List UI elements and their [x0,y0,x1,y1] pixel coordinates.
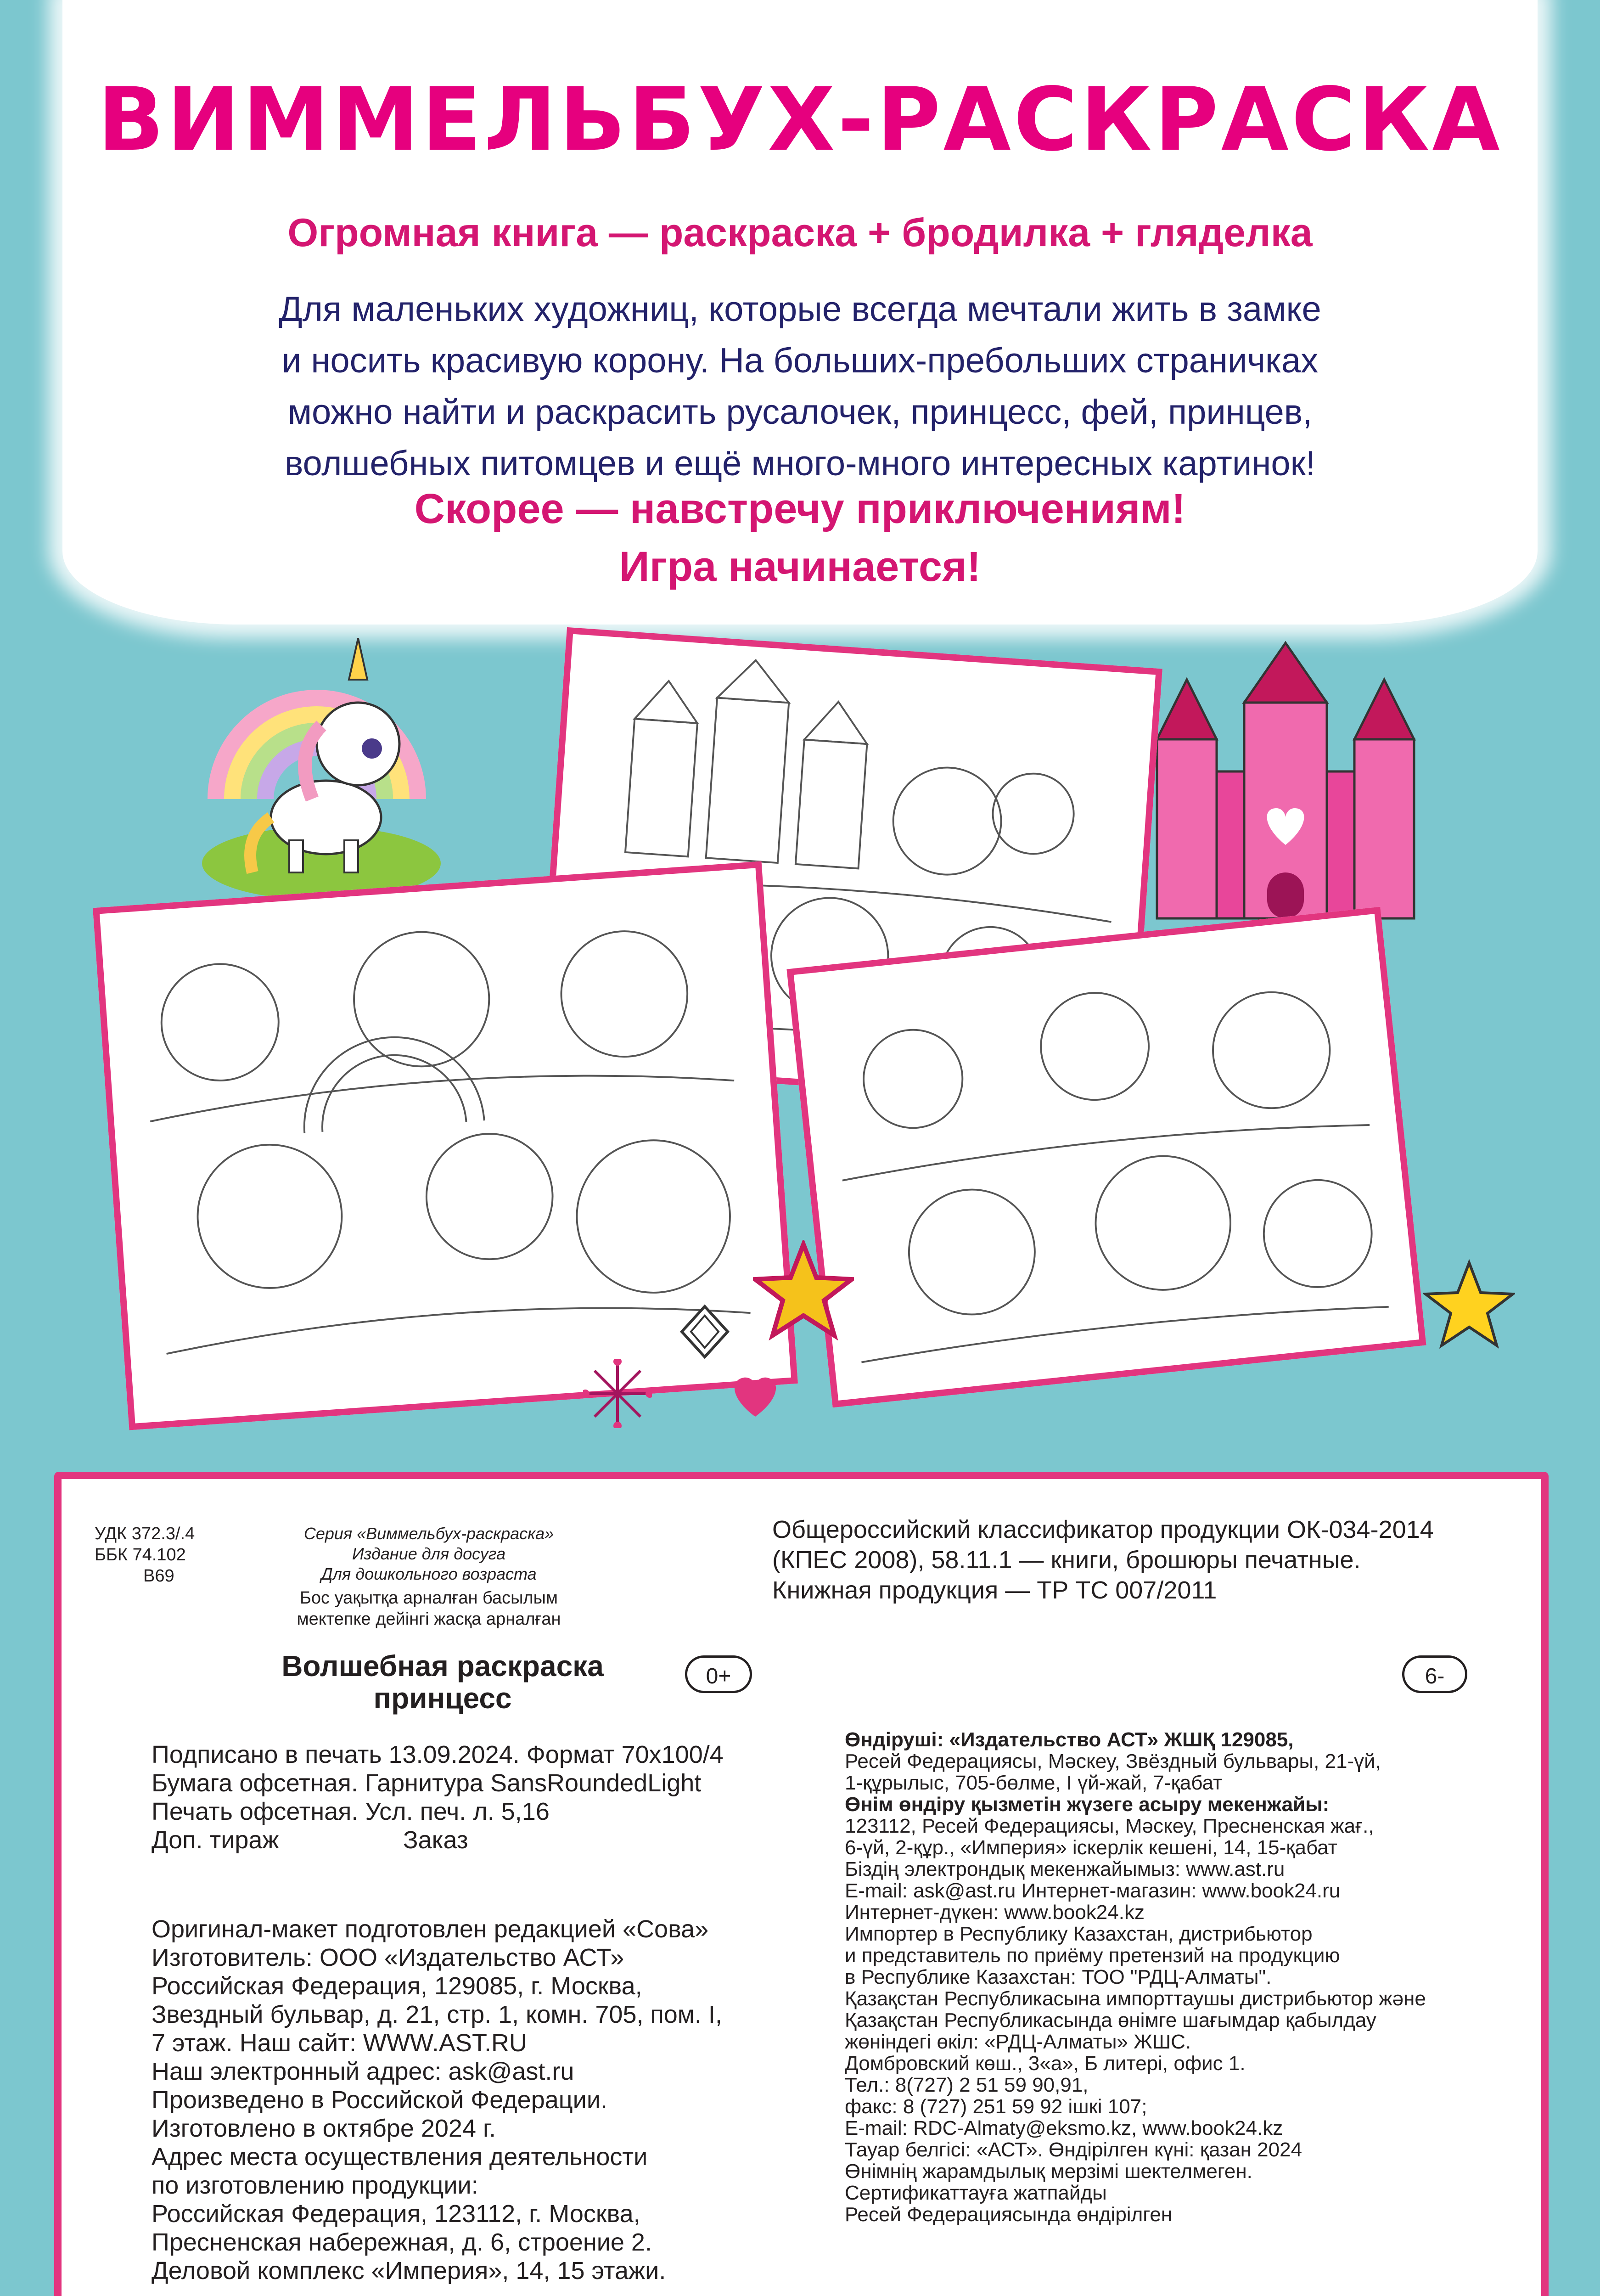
publisher-ru-line: Российская Федерация, 129085, г. Москва, [152,1972,642,2000]
publisher-kz-line: E-mail: ask@ast.ru Интернет-магазин: www.book24.ru [845,1880,1341,1902]
snowflake-icon [583,1359,652,1428]
pink-castle-illustration [1139,634,1432,937]
unicorn-rainbow-illustration [174,625,459,909]
publisher-kz-line: 1-құрылыс, 705-бөлме, I үй-жай, 7-қабат [845,1772,1223,1794]
publisher-kz-line: Сертификаттауға жатпайды [845,2182,1107,2204]
publisher-ru-line: Адрес места осуществления деятельности [152,2143,648,2171]
publisher-ru-line: по изготовлению продукции: [152,2172,478,2199]
crystal-icon [679,1304,730,1359]
publisher-ru-line: Изготовлено в октябре 2024 г. [152,2115,496,2142]
coloring-page-preview-mermaids [786,907,1426,1408]
publisher-ru-line: 7 этаж. Наш сайт: WWW.AST.RU [152,2029,527,2057]
cover-title: ВИММЕЛЬБУХ-РАСКРАСКА [97,69,1503,170]
order-number-label: Заказ [403,1826,468,1854]
publisher-kz-line: Импортер в Республику Казахстан, дистрибьютор [845,1923,1313,1945]
publisher-ru-line: Произведено в Российской Федерации. [152,2086,608,2114]
publisher-ru-line: Деловой комплекс «Империя», 14, 15 этажи. [152,2257,666,2285]
publisher-ru-line: Наш электронный адрес: ask@ast.ru [152,2058,574,2085]
publisher-kz-line: Ресей Федерациясы, Мәскеу, Звёздный бульвары, 21-үй, [845,1750,1381,1773]
publisher-kz-line: Тауар белгісі: «АСТ». Өндірілген күні: қазан 2024 [845,2138,1302,2161]
book-title-line: Волшебная раскраска [281,1649,604,1683]
description-line: Для маленьких художниц, которые всегда мечтали жить в замке [279,290,1321,329]
publisher-ru-line: Изготовитель: ООО «Издательство АСТ» [152,1944,624,1971]
publisher-ru-line: Оригинал-макет подготовлен редакцией «Сова» [152,1915,709,1943]
publisher-kz-line: 6-үй, 2-құр., «Империя» іскерлік кешені, 14, 15-қабат [845,1836,1337,1859]
publisher-kz-line: Қазақстан Республикасына импорттаушы дистрибьютор және [845,1987,1426,2010]
description-line: и носить красивую корону. На больших-пребольших страничках [281,341,1319,380]
cover-subtitle: Огромная книга — раскраска + бродилка + гляделка [287,211,1313,255]
cover-slogan [0,480,1600,596]
udk-code: УДК 372.3/.4 [95,1524,195,1543]
description-line: волшебных питомцев и ещё много-много интересных картинок! [285,444,1315,483]
heart-icon [730,1373,780,1419]
imprint-panel [54,1472,1549,2296]
publisher-ru-line: Российская Федерация, 123112, г. Москва, [152,2200,640,2228]
series-kz-line: мектепке дейінгі жасқа арналған [297,1609,561,1629]
series-kz-line: Бос уақытқа арналған басылым [299,1588,558,1608]
cover-description [197,284,1403,490]
publisher-kz-line: жөніндегі өкіл: «РДЦ-Алматы» ЖШС. [845,2031,1191,2053]
publisher-kz-line: E-mail: RDC-Almaty@eksmo.kz, www.book24.kz [845,2117,1283,2139]
publisher-kz-line: Ресей Федерациясында өндірілген [845,2203,1173,2226]
publisher-kz-line: Өнім өндіру қызметін жүзеге асыру мекенжайы: [845,1793,1330,1816]
print-info-line: Печать офсетная. Усл. печ. л. 5,16 [152,1798,550,1825]
publisher-kz-line: факс: 8 (727) 251 59 92 ішкі 107; [845,2095,1147,2118]
author-mark: В69 [143,1566,174,1586]
slogan-line: Игра начинается! [619,543,981,590]
bbk-code: ББК 74.102 [95,1545,186,1564]
edition-type: Издание для досуга [352,1544,506,1563]
publisher-kz-line: Тел.: 8(727) 2 51 59 90,91, [845,2074,1089,2096]
publisher-kz-line: и представитель по приёму претензий на продукцию [845,1944,1340,1967]
okp-line: (КПЕС 2008), 58.11.1 — книги, брошюры печатные. [772,1546,1361,1574]
publisher-kz-line: Интернет-дүкен: www.book24.kz [845,1901,1145,1924]
publisher-kz-line: в Республике Казахстан: ТОО "РДЦ-Алматы". [845,1966,1272,1988]
slogan-line: Скорее — навстречу приключениям! [414,485,1186,532]
okp-line: Книжная продукция — ТР ТС 007/2011 [772,1576,1217,1604]
series-name: Серия «Виммельбух-раскраска» [303,1524,554,1543]
book-title-line: принцесс [373,1682,512,1715]
okp-line: Общероссийский классификатор продукции ОК-034-2014 [772,1516,1434,1543]
publisher-kz-line: Өндіруші: «Издательство АСТ» ЖШҚ 129085, [845,1728,1294,1751]
age-rating-kz-badge: 6- [1402,1655,1467,1693]
book-title [199,1650,686,1714]
print-info-line: Подписано в печать 13.09.2024. Формат 70x100/4 [152,1741,724,1768]
publisher-kz-line: Домбровский көш., 3«а», Б литері, офис 1. [845,2052,1246,2075]
description-line: можно найти и раскрасить русалочек, принцесс, фей, принцев, [287,393,1313,432]
age-group: Для дошкольного возраста [321,1564,537,1583]
publisher-kz-line: Біздің электрондық мекенжайымыз: www.ast.ru [845,1858,1285,1880]
age-rating-badge: 0+ [685,1655,752,1693]
star-icon [1423,1258,1515,1350]
publisher-kz-line: Өнімнің жарамдылық мерзімі шектелмеген. [845,2160,1252,2183]
additional-print-run: Доп. тираж [152,1826,279,1854]
publisher-ru-line: Звездный бульвар, д. 21, стр. 1, комн. 705, пом. I, [152,2001,722,2028]
gold-star-icon [753,1240,854,1341]
publisher-kz-line: Қазақстан Республикасында өнімге шағымдар қабылдау [845,2009,1376,2032]
print-info-line: Бумага офсетная. Гарнитура SansRoundedLight [152,1769,702,1797]
publisher-kz-line: 123112, Ресей Федерациясы, Мәскеу, Пресненская жағ., [845,1815,1374,1837]
publisher-ru-line: Пресненская набережная, д. 6, строение 2. [152,2228,652,2256]
